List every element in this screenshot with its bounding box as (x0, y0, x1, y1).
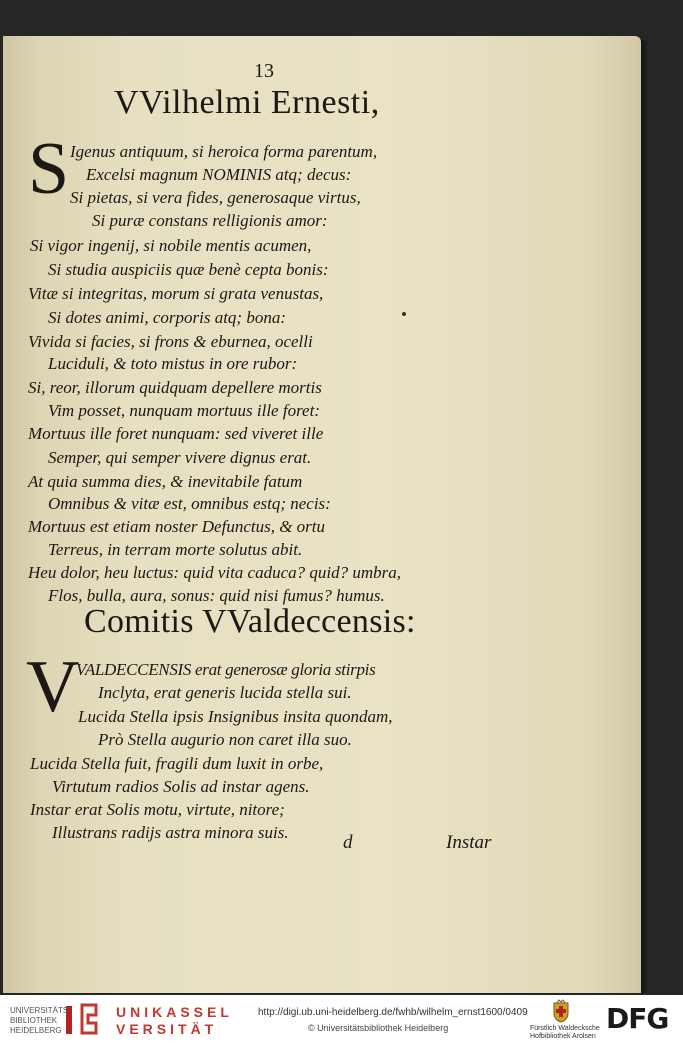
verse-line: Vivida si facies, si frons & eburnea, ocelli (28, 332, 313, 351)
verse-line: Mortuus ille foret nunquam: sed viveret ille (28, 424, 324, 443)
kassel-logo-text: VERSITÄT (116, 1021, 218, 1037)
drop-capital-s: S (28, 128, 70, 210)
verse-line: Lucida Stella fuit, fragili dum luxit in orbe, (30, 754, 324, 773)
verse-line: Lucida Stella ipsis Insignibus insita quondam, (78, 707, 393, 726)
crest-label-line: Fürstlich Waldecksche (530, 1025, 600, 1032)
permalink-url[interactable]: http://digi.ub.uni-heidelberg.de/fwhb/wilhelm_ernst1600/0409 (258, 1007, 528, 1018)
catchword: Instar (446, 832, 492, 853)
heading-wilhelmi-ernesti: VVilhelmi Ernesti, (114, 84, 380, 121)
verse-line: Terreus, in terram morte solutus abit. (48, 540, 303, 559)
verse-line: Semper, qui semper vivere dignus erat. (48, 448, 312, 467)
verse-line: Excelsi magnum NOMINIS atq; decus: (86, 165, 352, 184)
page-edge-shadow (641, 40, 649, 993)
verse-line: Vitæ si integritas, morum si grata venustas, (28, 284, 324, 303)
verse-line: Si, reor, illorum quidquam depellere mortis (28, 378, 322, 397)
verse-line: Instar erat Solis motu, virtute, nitore; (30, 800, 285, 819)
verse-line: Vim posset, nunquam mortuus ille foret: (48, 401, 320, 420)
copyright-notice: © Universitätsbibliothek Heidelberg (308, 1023, 449, 1033)
verse-line: Illustrans radijs astra minora suis. (52, 823, 289, 842)
verse-line: Inclyta, erat generis lucida stella sui. (98, 683, 352, 702)
page-number: 13 (254, 60, 274, 82)
verse-line: VALDECCENSIS erat generosæ gloria stirpis (76, 660, 376, 679)
verse-line: Heu dolor, heu luctus: quid vita caduca? quid? umbra, (28, 563, 402, 582)
verse-line: Igenus antiquum, si heroica forma parentum, (70, 142, 378, 161)
waldeck-crest-icon (552, 999, 570, 1023)
heidelberg-label-line: BIBLIOTHEK (10, 1016, 58, 1025)
signature-mark: d (343, 832, 353, 853)
verse-line: Si pietas, si vera fides, generosaque virtus, (70, 188, 361, 207)
verse-line: Flos, bulla, aura, sonus: quid nisi fumus? humus. (48, 586, 385, 605)
ink-speck (402, 312, 406, 316)
drop-capital-v: V (26, 646, 80, 728)
crest-label-line: Hofbibliothek Arolsen (530, 1033, 596, 1040)
kassel-logo-text: UNIKASSEL (116, 1004, 233, 1020)
verse-line: Omnibus & vitæ est, omnibus estq; necis: (48, 494, 331, 513)
heading-comitis-valdeccensis: Comitis VValdeccensis: (84, 603, 416, 640)
verse-line: Prò Stella augurio non caret illa suo. (98, 730, 352, 749)
heidelberg-label-line: HEIDELBERG (10, 1026, 62, 1035)
verse-line: Luciduli, & toto mistus in ore rubor: (48, 354, 298, 373)
dfg-logo[interactable]: DFG (606, 1002, 669, 1035)
verse-line: Si dotes animi, corporis atq; bona: (48, 308, 286, 327)
kassel-logo-icon[interactable] (78, 1003, 100, 1035)
verse-line: At quia summa dies, & inevitabile fatum (28, 472, 303, 491)
verse-line: Si puræ constans relligionis amor: (92, 211, 328, 230)
verse-line: Mortuus est etiam noster Defunctus, & ortu (28, 517, 326, 536)
verse-line: Virtutum radios Solis ad instar agens. (52, 777, 310, 796)
verse-line: Si vigor ingenij, si nobile mentis acumen, (30, 236, 312, 255)
heidelberg-label-line: UNIVERSITÄTS- (10, 1006, 71, 1015)
verse-line: Si studia auspiciis quæ benè cepta bonis: (48, 260, 329, 279)
